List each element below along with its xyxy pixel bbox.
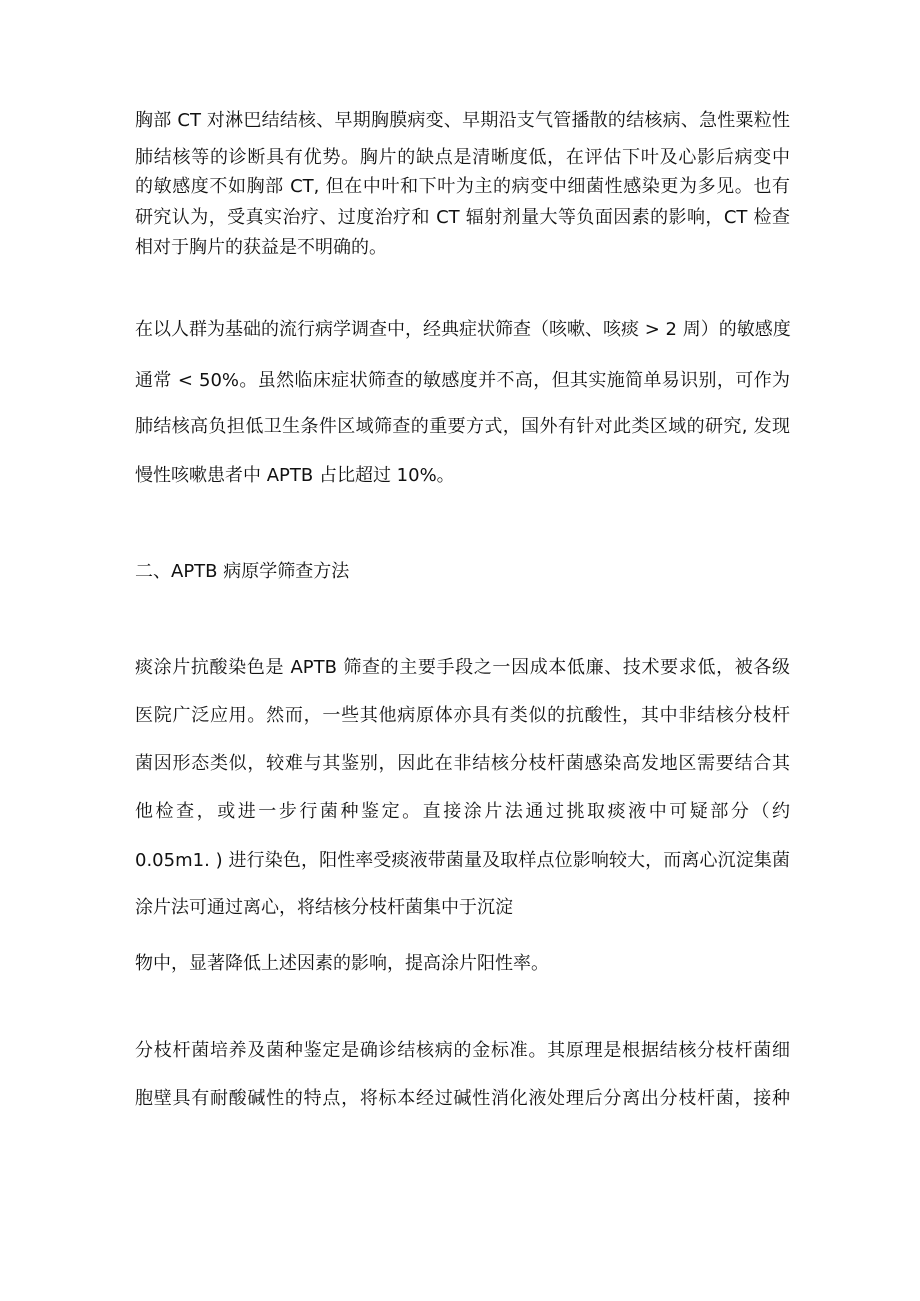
paragraph-5-line-1: 分枝杆菌培养及菌种鉴定是确诊结核病的金标准。其原理是根据结核分枝杆菌细 xyxy=(135,1040,790,1061)
section-heading: 二、APTB 病原学筛查方法 xyxy=(135,561,350,582)
paragraph-3-line-5: 0.05m1. ) 进行染色，阳性率受痰液带菌量及取样点位影响较大，而离心沉淀集菌 xyxy=(135,850,790,871)
paragraph-3-line-4: 他检查，或进一步行菌种鉴定。直接涂片法通过挑取痰液中可疑部分（约 xyxy=(135,801,790,822)
paragraph-1-line-2: 肺结核等的诊断具有优势。胸片的缺点是清晰度低，在评估下叶及心影后病变中 xyxy=(135,147,790,168)
paragraph-2-line-3: 肺结核高负担低卫生条件区域筛查的重要方式，国外有针对此类区域的研究, 发现 xyxy=(135,416,790,437)
paragraph-1-line-1: 胸部 CT 对淋巴结结核、早期胸膜病变、早期沿支气管播散的结核病、急性粟粒性 xyxy=(135,110,790,131)
paragraph-3-line-1: 痰涂片抗酸染色是 APTB 筛查的主要手段之一因成本低廉、技术要求低，被各级 xyxy=(135,657,790,678)
paragraph-3-line-2: 医院广泛应用。然而，一些其他病原体亦具有类似的抗酸性，其中非结核分枝杆 xyxy=(135,705,790,726)
paragraph-2-line-4: 慢性咳嗽患者中 APTB 占比超过 10%。 xyxy=(135,465,455,486)
paragraph-1-line-3: 的敏感度不如胸部 CT, 但在中叶和下叶为主的病变中细菌性感染更为多见。也有 xyxy=(135,176,790,197)
paragraph-4-line-1: 物中，显著降低上述因素的影响，提高涂片阳性率。 xyxy=(135,953,549,974)
paragraph-5-line-2: 胞壁具有耐酸碱性的特点，将标本经过碱性消化液处理后分离出分枝杆菌，接种 xyxy=(135,1088,790,1109)
paragraph-1-line-4: 研究认为，受真实治疗、过度治疗和 CT 辐射剂量大等负面因素的影响，CT 检查 xyxy=(135,207,790,228)
paragraph-2-line-1: 在以人群为基础的流行病学调查中，经典症状筛查（咳嗽、咳痰 > 2 周）的敏感度 xyxy=(135,319,791,340)
paragraph-1-line-5: 相对于胸片的获益是不明确的。 xyxy=(135,237,387,258)
paragraph-2-line-2: 通常 < 50%。虽然临床症状筛查的敏感度并不高，但其实施简单易识别，可作为 xyxy=(135,370,790,391)
paragraph-3-line-6: 涂片法可通过离心，将结核分枝杆菌集中于沉淀 xyxy=(135,897,513,918)
paragraph-3-line-3: 菌因形态类似，较难与其鉴别，因此在非结核分枝杆菌感染高发地区需要结合其 xyxy=(135,753,790,774)
